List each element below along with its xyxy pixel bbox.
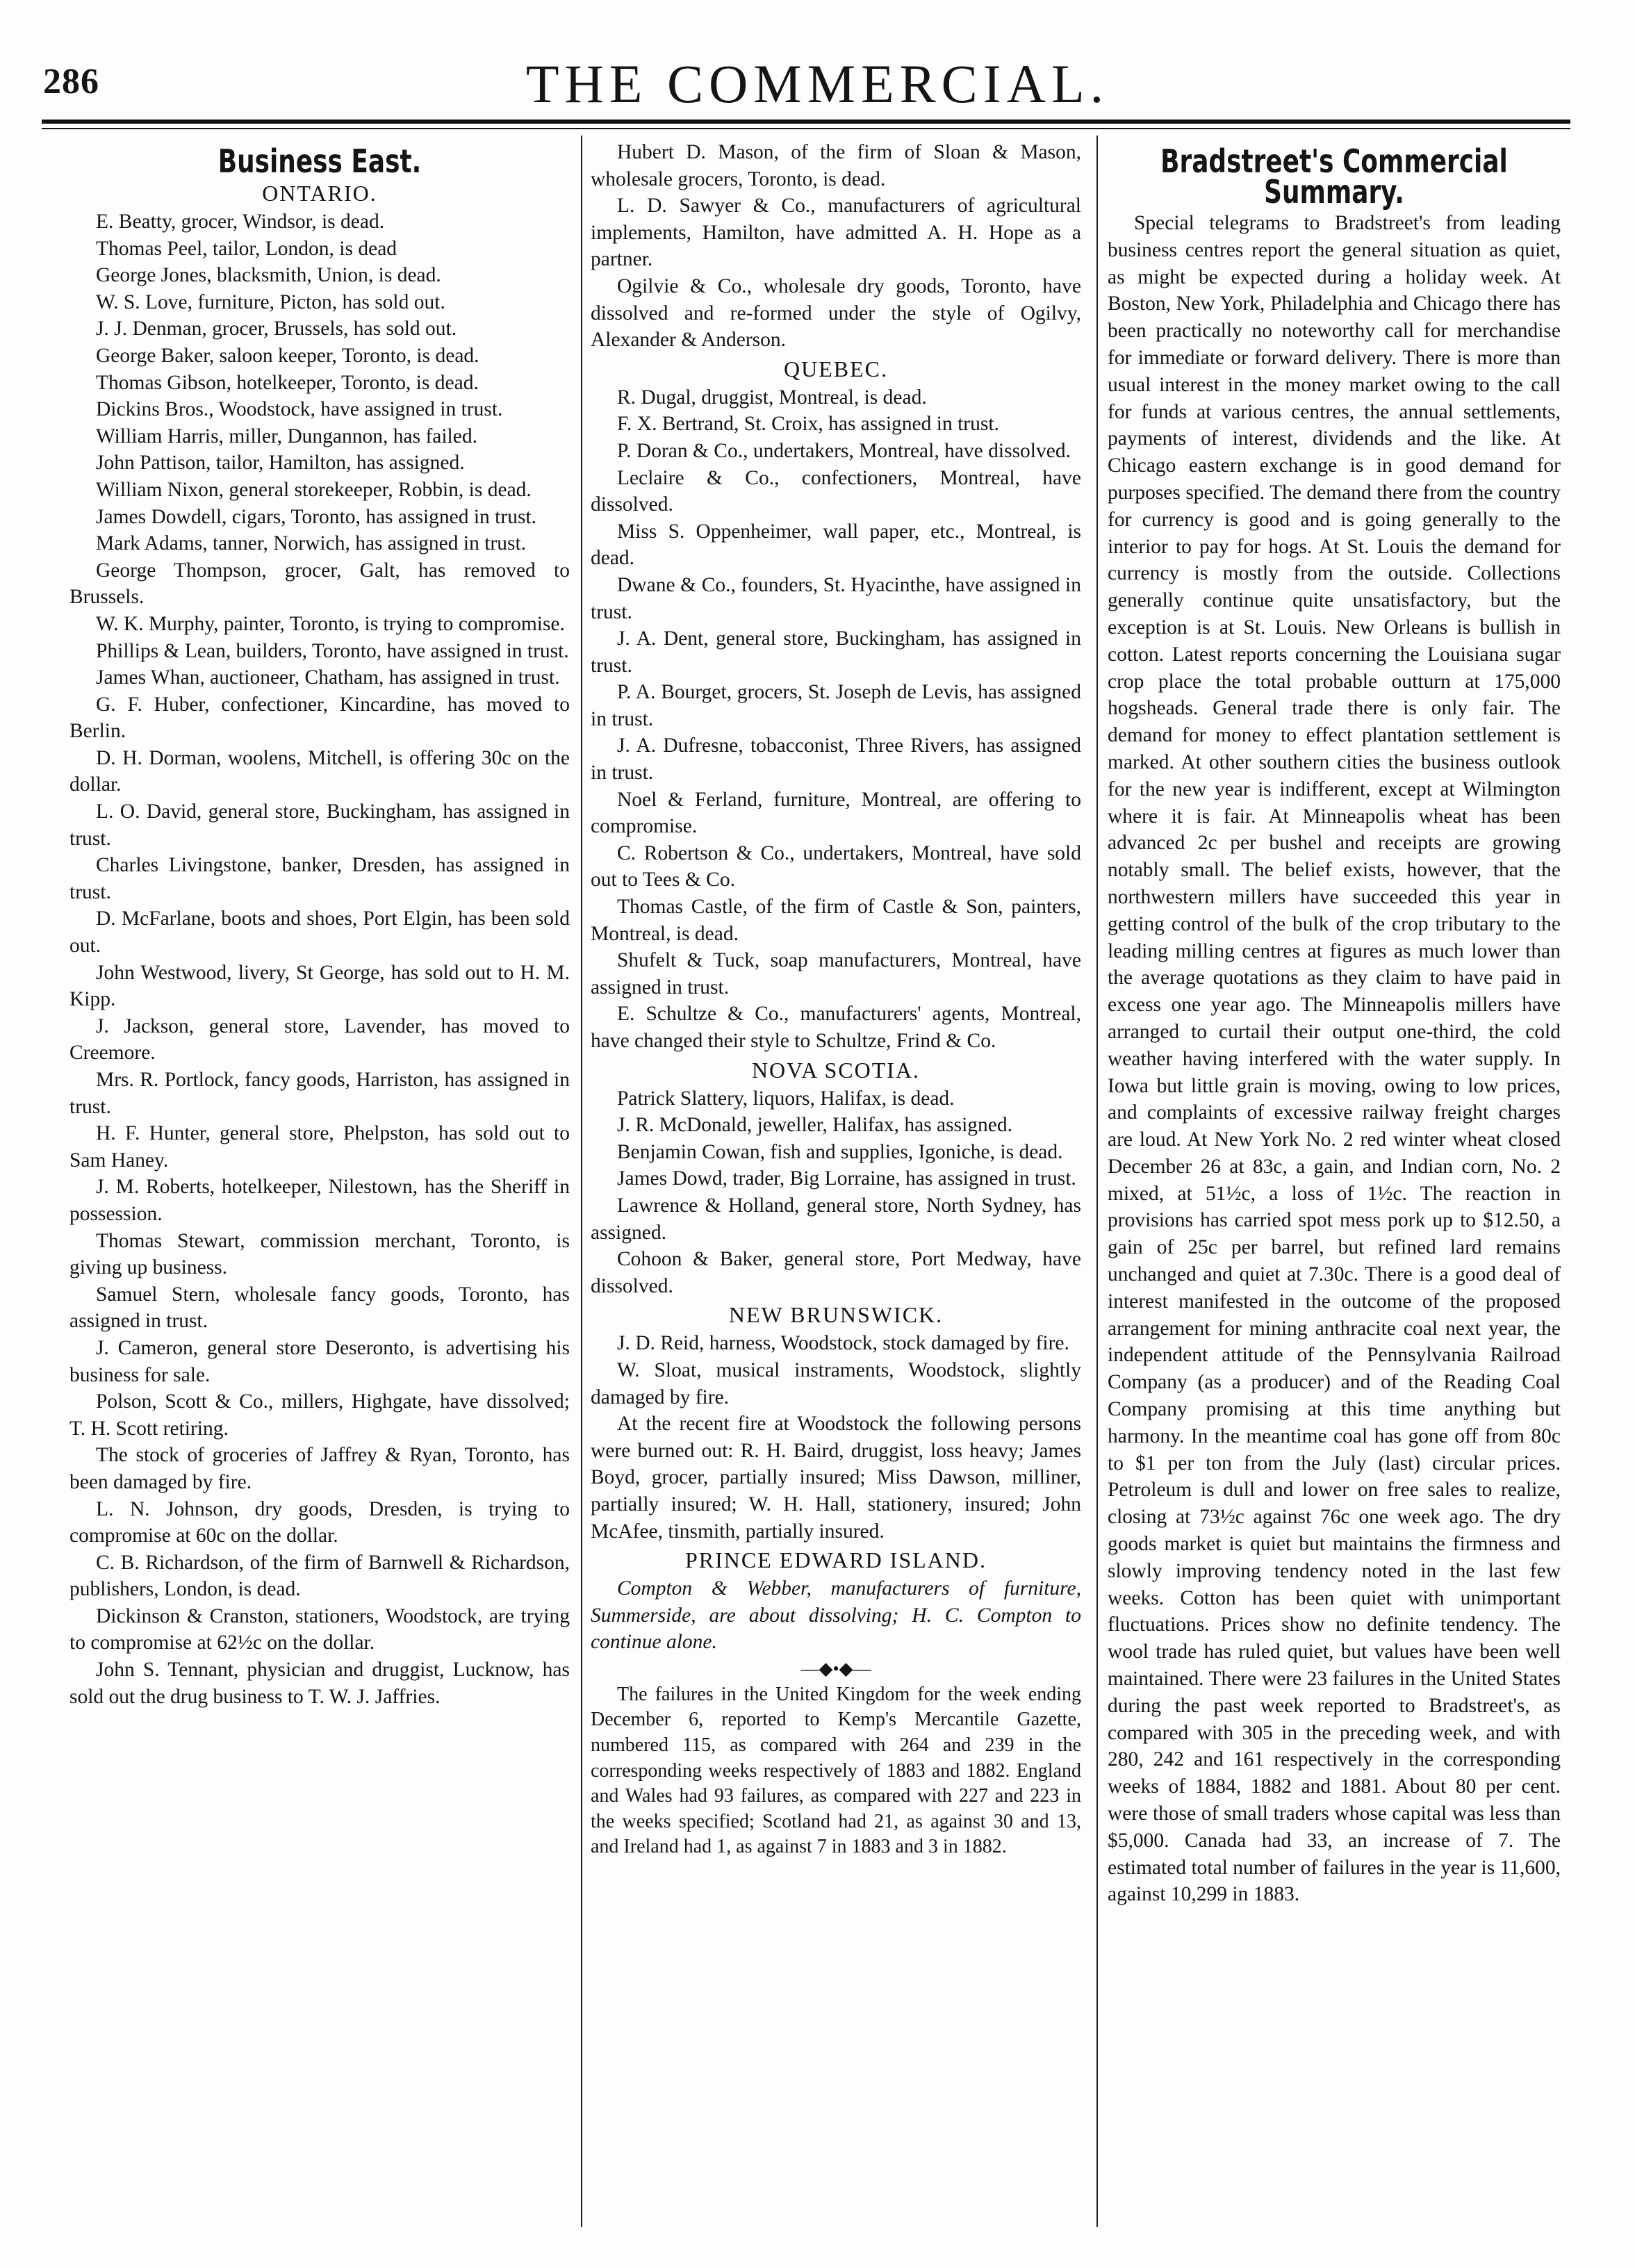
ontario-list-continued	[591, 139, 1081, 354]
column-2	[591, 139, 1081, 2230]
newspaper-title: THE COMMERCIAL.	[525, 54, 1110, 114]
list-item: W. Sloat, musical instraments, Woodstock, slightly damaged by fire.	[591, 1358, 1081, 1408]
list-item: G. F. Huber, confectioner, Kincardine, has moved to Berlin.	[69, 693, 570, 743]
uk-failures-paragraph: The failures in the United Kingdom for the week ending December 6, reported to Kemp's Mercantile Gazette, numbered 115, as compared with 264 and 239 in the corresponding weeks respectively of 1883 and 1882. England and Wales had 93 failures, as compared with 227 and 223 in the weeks specified; Scotland had 21, as against 30 and 13, and Ireland had 1, as against 7 in 1883 and 3 in 1882.	[591, 1683, 1081, 1858]
list-item: J. D. Reid, harness, Woodstock, stock damaged by fire.	[617, 1332, 1069, 1355]
list-item: Shufelt & Tuck, soap manufacturers, Montreal, have assigned in trust.	[591, 949, 1081, 999]
list-item: C. Robertson & Co., undertakers, Montreal, have sold out to Tees & Co.	[591, 841, 1081, 891]
list-item: The stock of groceries of Jaffrey & Ryan, Toronto, has been damaged by fire.	[69, 1444, 570, 1493]
new-brunswick-list	[591, 1330, 1081, 1545]
list-item: Polson, Scott & Co., millers, Highgate, have dissolved; T. H. Scott retiring.	[69, 1390, 570, 1440]
list-item: Hubert D. Mason, of the firm of Sloan & Mason, wholesale grocers, Toronto, is dead.	[591, 141, 1081, 190]
list-item: George Baker, saloon keeper, Toronto, is dead.	[96, 344, 479, 367]
list-item: Cohoon & Baker, general store, Port Medway, have dissolved.	[591, 1248, 1081, 1297]
list-item: Thomas Castle, of the firm of Castle & Son, painters, Montreal, is dead.	[591, 896, 1081, 945]
list-item: J. A. Dufresne, tobacconist, Three Rivers, has assigned in trust.	[591, 734, 1081, 784]
list-item: Miss S. Oppenheimer, wall paper, etc., Montreal, is dead.	[591, 520, 1081, 570]
bradstreet-title: Bradstreet's Commercial Summary.	[1160, 142, 1508, 211]
ornament-divider-icon: —◆•◆—	[800, 1658, 871, 1679]
list-item: Dickinson & Cranston, stationers, Woodstock, are trying to compromise at 62½c on the dollar.	[69, 1604, 570, 1654]
list-item: P. A. Bourget, grocers, St. Joseph de Levis, has assigned in trust.	[591, 681, 1081, 730]
header-rule-thin	[42, 128, 1570, 129]
list-item: Leclaire & Co., confectioners, Montreal, have dissolved.	[591, 466, 1081, 516]
list-item: Lawrence & Holland, general store, North Sydney, has assigned.	[591, 1194, 1081, 1244]
list-item: James Whan, auctioneer, Chatham, has assigned in trust.	[96, 666, 560, 689]
list-item: L. N. Johnson, dry goods, Dresden, is trying to compromise at 60c on the dollar.	[69, 1497, 570, 1547]
list-item: J. J. Denman, grocer, Brussels, has sold out.	[96, 318, 457, 340]
list-item: Mrs. R. Portlock, fancy goods, Harriston, has assigned in trust.	[69, 1069, 570, 1118]
list-item: E. Schultze & Co., manufacturers' agents, Montreal, have changed their style to Schultze, Frind & Co.	[591, 1003, 1081, 1052]
list-item: W. K. Murphy, painter, Toronto, is trying to compromise.	[96, 612, 565, 635]
list-item: J. Jackson, general store, Lavender, has moved to Creemore.	[69, 1014, 570, 1065]
list-item: George Thompson, grocer, Galt, has removed to Brussels.	[69, 559, 570, 609]
list-item: C. B. Richardson, of the firm of Barnwell & Richardson, publishers, London, is dead.	[69, 1551, 570, 1601]
list-item: John Westwood, livery, St George, has sold out to H. M. Kipp.	[69, 961, 570, 1011]
list-item: R. Dugal, druggist, Montreal, is dead.	[617, 386, 927, 409]
pei-heading: PRINCE EDWARD ISLAND.	[685, 1547, 987, 1573]
column-divider	[1096, 135, 1098, 2227]
list-item: F. X. Bertrand, St. Croix, has assigned in trust.	[617, 413, 999, 436]
list-item: L. O. David, general store, Buckingham, has assigned in trust.	[69, 800, 570, 850]
list-item: Benjamin Cowan, fish and supplies, Igoniche, is dead.	[617, 1140, 1063, 1163]
ontario-list	[69, 208, 570, 1710]
list-item: J. A. Dent, general store, Buckingham, has assigned in trust.	[591, 627, 1081, 677]
business-east-title: Business East.	[217, 142, 422, 180]
column-3	[1108, 139, 1561, 2230]
masthead	[0, 0, 1635, 132]
nova-scotia-list	[591, 1085, 1081, 1300]
list-item: Patrick Slattery, liquors, Halifax, is dead.	[617, 1087, 955, 1110]
list-item: D. H. Dorman, woolens, Mitchell, is offering 30c on the dollar.	[69, 746, 570, 796]
column-1	[69, 139, 570, 2230]
list-item: William Harris, miller, Dungannon, has failed.	[96, 425, 477, 447]
quebec-heading: QUEBEC.	[784, 356, 888, 381]
header-rule-thick	[42, 120, 1570, 124]
quebec-list	[591, 384, 1081, 1055]
pei-list	[591, 1575, 1081, 1656]
list-item: Thomas Stewart, commission merchant, Toronto, is giving up business.	[69, 1229, 570, 1279]
list-item: W. S. Love, furniture, Picton, has sold out.	[96, 290, 445, 313]
list-item: E. Beatty, grocer, Windsor, is dead.	[96, 211, 385, 233]
list-item: H. F. Hunter, general store, Phelpston, has sold out to Sam Haney.	[69, 1122, 570, 1172]
list-item: P. Doran & Co., undertakers, Montreal, have dissolved.	[617, 439, 1071, 462]
nova-scotia-heading: NOVA SCOTIA.	[751, 1057, 921, 1083]
list-item: J. M. Roberts, hotelkeeper, Nilestown, has the Sheriff in possession.	[69, 1176, 570, 1225]
list-item: James Dowd, trader, Big Lorraine, has assigned in trust.	[617, 1167, 1076, 1190]
list-item: Dickins Bros., Woodstock, have assigned in trust.	[96, 398, 503, 421]
list-item: John Pattison, tailor, Hamilton, has assigned.	[96, 452, 465, 475]
column-divider	[581, 135, 582, 2227]
list-item: Charles Livingstone, banker, Dresden, has assigned in trust.	[69, 854, 570, 903]
list-item: D. McFarlane, boots and shoes, Port Elgin, has been sold out.	[69, 907, 570, 958]
list-item: Phillips & Lean, builders, Toronto, have assigned in trust.	[96, 639, 569, 662]
list-item: Mark Adams, tanner, Norwich, has assigned in trust.	[96, 532, 527, 555]
list-item: George Jones, blacksmith, Union, is dead.	[96, 264, 441, 287]
list-item: Dwane & Co., founders, St. Hyacinthe, have assigned in trust.	[591, 573, 1081, 623]
list-item: Noel & Ferland, furniture, Montreal, are offering to compromise.	[591, 788, 1081, 838]
new-brunswick-heading: NEW BRUNSWICK.	[728, 1302, 944, 1328]
ontario-heading: ONTARIO.	[262, 181, 377, 206]
list-item: Ogilvie & Co., wholesale dry goods, Toronto, have dissolved and re-formed under the style of Ogilvy, Alexander & Anderson.	[591, 274, 1081, 352]
list-item: Compton & Webber, manufacturers of furniture, Summerside, are about dissolving; H. C. Compton to continue alone.	[591, 1577, 1081, 1654]
list-item: John S. Tennant, physician and druggist, Lucknow, has sold out the drug business to T. W. J. Jaffries.	[69, 1659, 570, 1708]
list-item: L. D. Sawyer & Co., manufacturers of agricultural implements, Hamilton, have admitted A. H. Hope as a partner.	[591, 195, 1081, 271]
list-item: Thomas Peel, tailor, London, is dead	[96, 237, 397, 260]
list-item: Thomas Gibson, hotelkeeper, Toronto, is dead.	[96, 371, 479, 394]
bradstreet-summary-body: Special telegrams to Bradstreet's from leading business centres report the general situation as quiet, as might be expected during a holiday week. At Boston, New York, Philadelphia and Chicago there has been practically no noteworthy call for merchandise for immediate or forward delivery. There is more than usual interest in the money market owing to the call for funds at various centres, the annual settlements, payments of interest, dividends and the like. At Chicago eastern exchange is in good demand for purposes specified. The demand there from the country for currency is good and is going generally to the interior to pay for hogs. At St. Louis the demand for currency is mostly from the outside. Collections generally continue quite unsatisfactory, but the exception is at St. Louis. New Orleans is bullish in cotton. Latest reports concerning the Louisiana sugar crop place the total probable outturn at 175,000 hogsheads. General trade there is only fair. The demand for money to effect plantation settlement is marked. At other southern cities the business outlook for the new year is indifferent, except at Wilmington where it is fair. At Minneapolis wheat has been advanced 2c per bushel and receipts are growing notably small. The belief exists, however, that the northwestern millers have succeeded this year in getting control of the bulk of the crop tributary to the leading milling centres at figures as much lower than the average quotations as they claim to have paid in excess one year ago. The Minneapolis millers have arranged to curtail their output one-third, the cold weather having interfered with the water supply. In Iowa but little grain is moving, owing to low prices, and complaints of excessive railway freight charges are loud. At New York No. 2 red winter wheat closed December 26 at 83c, a gain, and Indian corn, No. 2 mixed, at 51½c, a loss of 1½c. The reaction in provisions has carried spot mess pork up to $12.50, a gain of 25c per barrel, but refined lard remains unchanged and quiet at 7.30c. There is a good deal of interest manifested in the outcome of the proposed arrangement for mining anthracite coal next year, the independent attitude of the Pennsylvania Railroad Company (as a producer) and of the Reading Coal Company promising at this time anything but harmony. In the meantime coal has gone off from 80c to $1 per ton from the July (last) circular prices. Petroleum is dull and lower on free sales to realize, closing at 73½c against 76c one week ago. The dry goods market is quiet but maintains the firmness and slowly improving tendency noted in the last few weeks. Cotton has been quiet with unimportant fluctuations. Prices show no definite tendency. The wool trade has ruled quiet, but values have been well maintained. There were 23 failures in the United States during the past week reported to Bradstreet's, as compared with 305 in the preceding week, and with 280, 242 and 161 respectively in the corresponding weeks of 1884, 1882 and 1881. About 80 per cent. were those of small traders whose capital was less than $5,000. Canada had 33, an increase of 7. The estimated total number of failures in the year is 11,600, against 10,299 in 1883.	[1108, 212, 1561, 1906]
list-item: J. Cameron, general store Deseronto, is advertising his business for sale.	[69, 1336, 570, 1386]
list-item: J. R. McDonald, jeweller, Halifax, has assigned.	[617, 1114, 1013, 1137]
page-number: 286	[43, 62, 99, 101]
list-item: James Dowdell, cigars, Toronto, has assigned in trust.	[96, 505, 537, 528]
list-item: Samuel Stern, wholesale fancy goods, Toronto, has assigned in trust.	[69, 1283, 570, 1333]
list-item: William Nixon, general storekeeper, Robbin, is dead.	[96, 478, 532, 501]
list-item: At the recent fire at Woodstock the following persons were burned out: R. H. Baird, druggist, loss heavy; James Boyd, grocer, partially insured; Miss Dawson, milliner, partially insured; W. H. Hall, stationery, insured; John McAfee, tinsmith, partially insured.	[591, 1413, 1081, 1543]
